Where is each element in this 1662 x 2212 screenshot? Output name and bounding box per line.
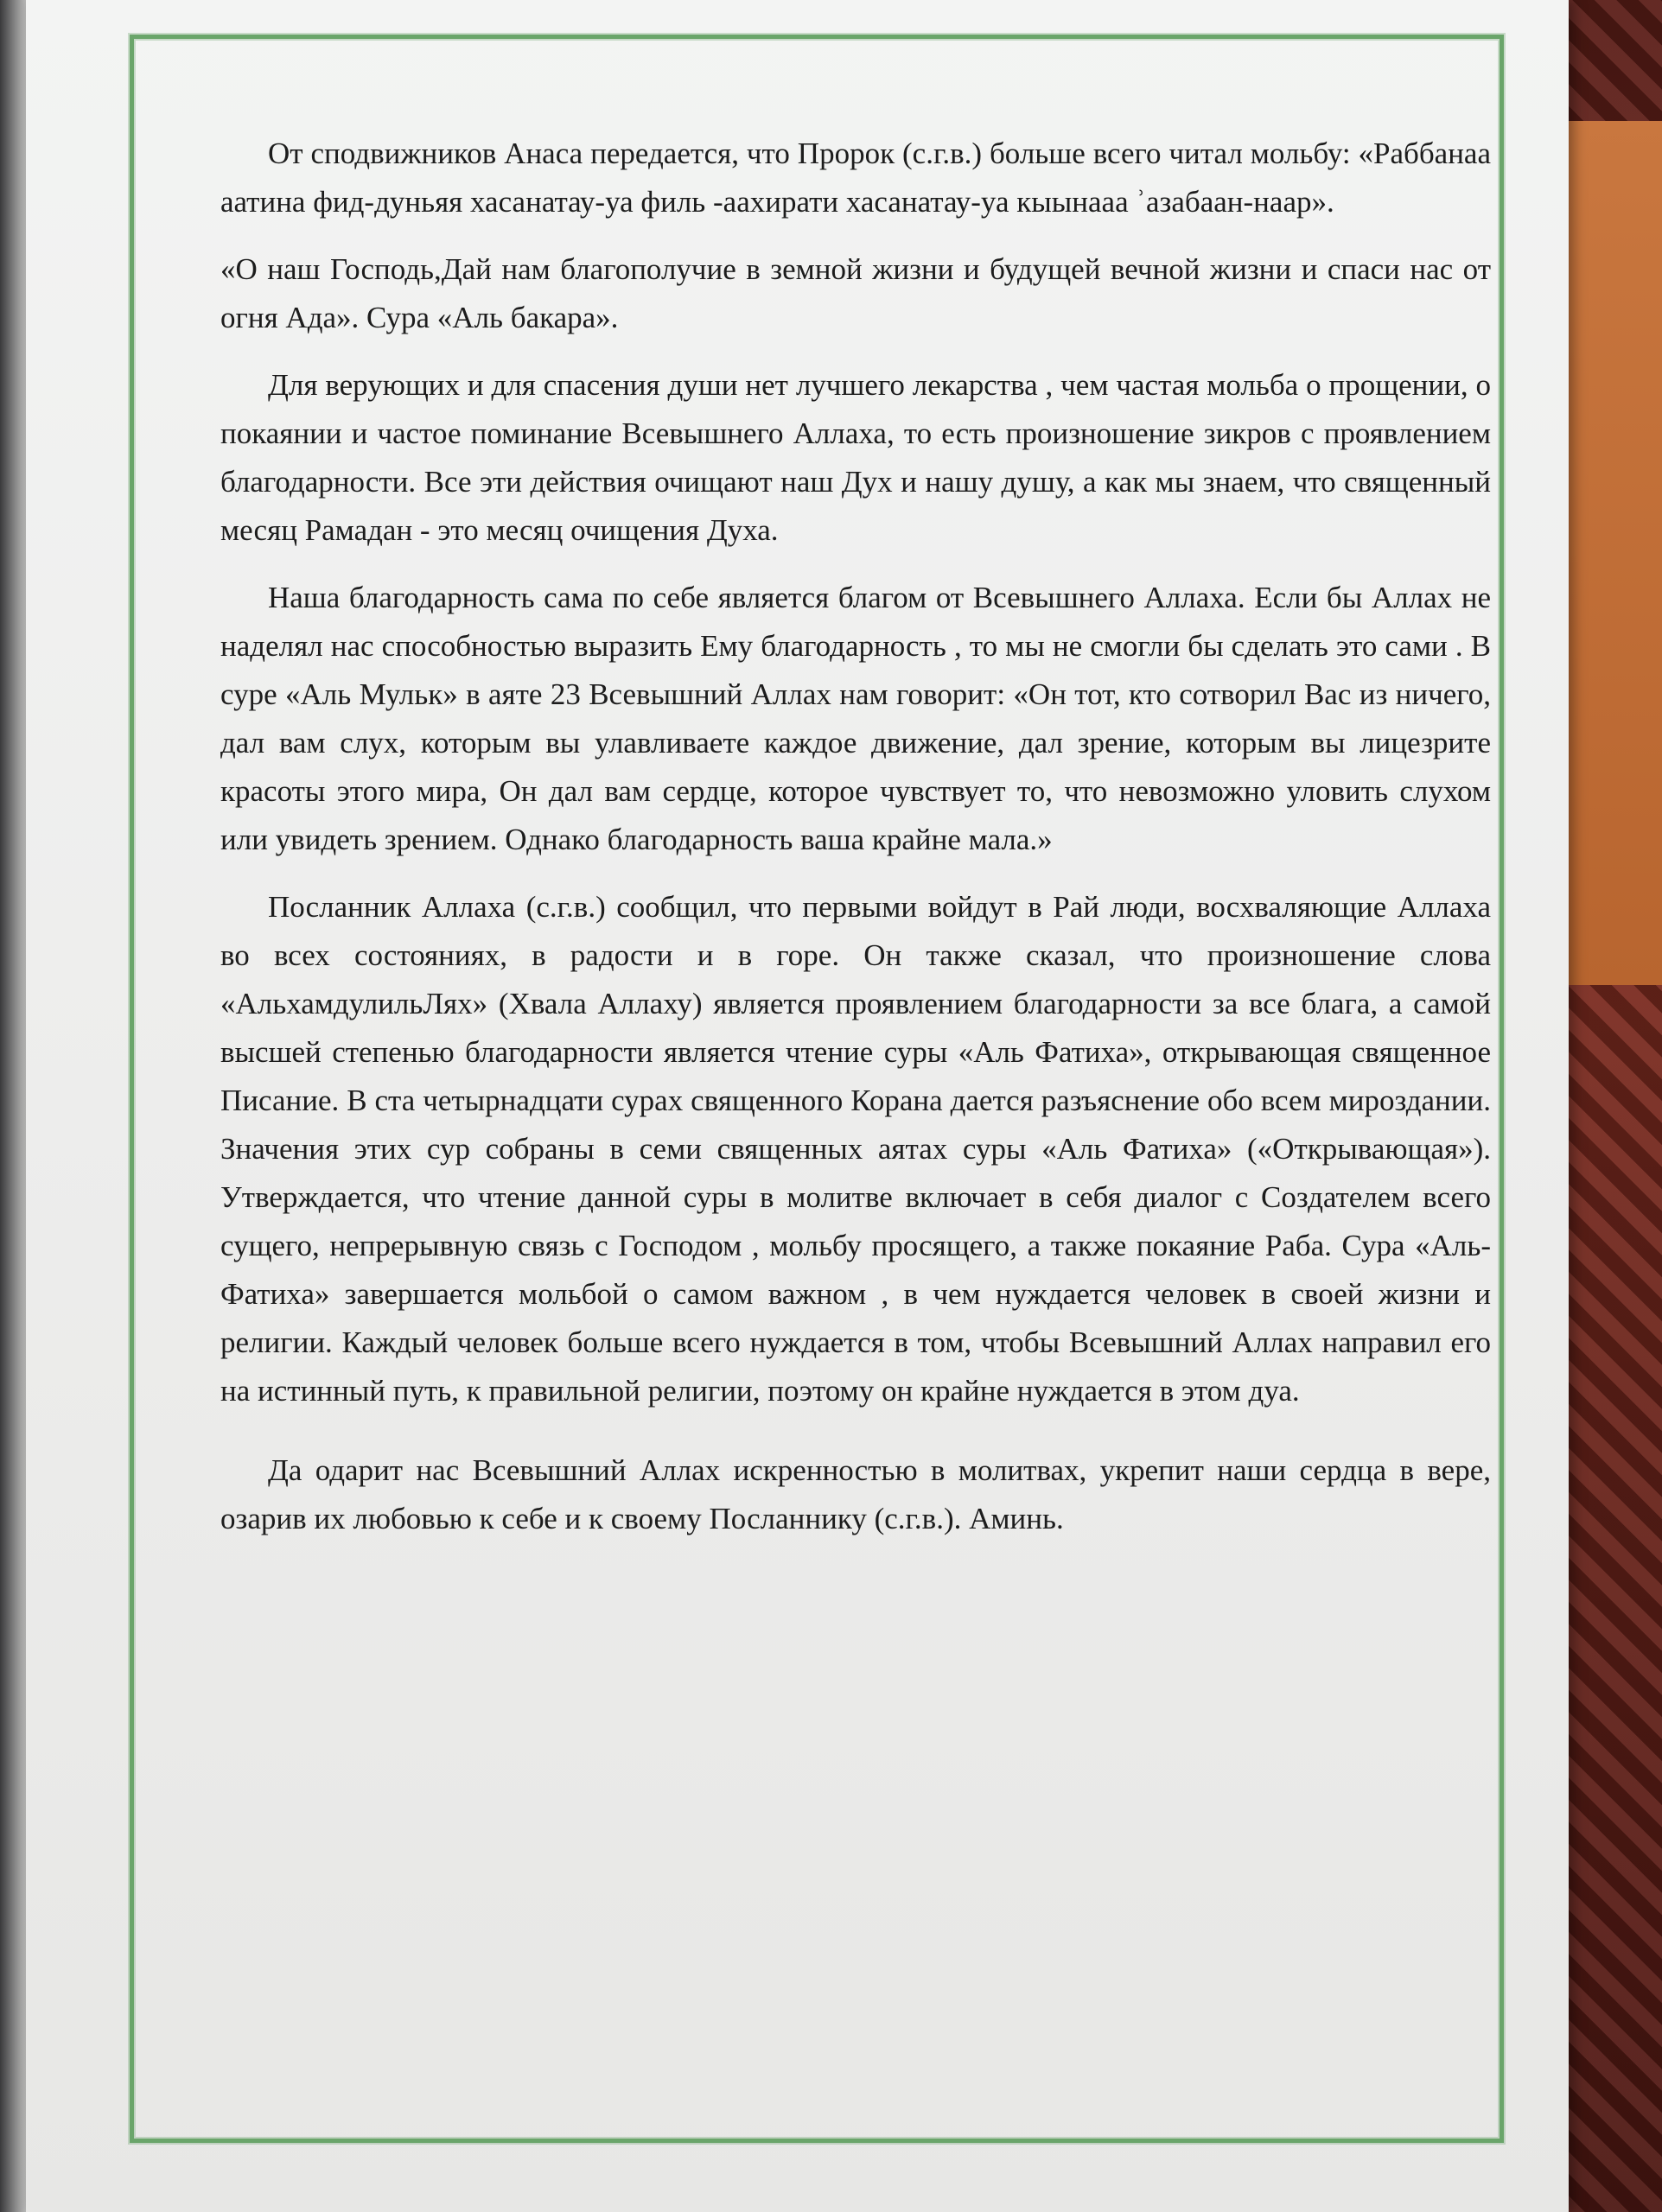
paragraph-hadith: От сподвижников Анаса передается, что Пророк (с.г.в.) больше всего читал мольбу: «Раббанаа аатина фид-дуньяя хасанатау-уа филь -аахирати хасанатау-уа кыынааа ʾазабаан-наар».: [220, 137, 1491, 219]
paragraph-closing-prayer: Да одарит нас Всевышний Аллах искренностью в молитвах, укрепит наши сердца в вере, озарив их любовью к себе и к своему Посланнику (с.г.в.). Аминь.: [220, 1453, 1491, 1535]
paragraph-repentance: Для верующих и для спасения души нет лучшего лекарства , чем частая мольба о прощении, о покаянии и частое поминание Всевышнего Аллаха, то есть произношение зикров с проявлением благодарности. Все эти действия очищают наш Дух и нашу душу, а как мы знаем, что священный месяц Рамадан - это месяц очищения Духа.: [220, 368, 1491, 547]
document-body: [220, 130, 1491, 1562]
paragraph-translation: «О наш Господь,Дай нам благополучие в земной жизни и будущей вечной жизни и спаси нас от огня Ада». Сура «Аль бакара».: [220, 252, 1491, 334]
paragraph-gratitude: Наша благодарность сама по себе является благом от Всевышнего Аллаха. Если бы Аллах не наделял нас способностью выразить Ему благодарность , то мы не смогли бы сделать это сами . В суре «Аль Мульк» в аяте 23 Всевышний Аллах нам говорит: «Он тот, кто сотворил Вас из ничего, дал вам слух, которым вы улавливаете каждое движение, дал зрение, которым вы лицезрите красоты этого мира, Он дал вам сердце, которое чувствует то, что невозможно уловить слухом или увидеть зрением. Однако благодарность ваша крайне мала.»: [220, 581, 1491, 856]
paragraph-fatiha: Посланник Аллаха (с.г.в.) сообщил, что первыми войдут в Рай люди, восхваляющие Аллаха во всех состояниях, в радости и в горе. Он также сказал, что произношение слова «АльхамдулильЛях» (Хвала Аллаху) является проявлением благодарности за все блага, а самой высшей степенью благодарности является чтение суры «Аль Фатиха», открывающая священное Писание. В ста четырнадцати сурах священного Корана дается разъяснение обо всем мироздании. Значения этих сур собраны в семи священных аятах суры «Аль Фатиха» («Открывающая»). Утверждается, что чтение данной суры в молитве включает в себя диалог с Создателем всего сущего, непрерывную связь с Господом , мольбу просящего, а также покаяние Раба. Сура «Аль- Фатиха» завершается мольбой о самом важном , в чем нуждается человек в своей жизни и религии. Каждый человек больше всего нуждается в том, чтобы Всевышний Аллах направил его на истинный путь, к правильной религии, поэтому он крайне нуждается в этом дуа.: [220, 890, 1491, 1408]
